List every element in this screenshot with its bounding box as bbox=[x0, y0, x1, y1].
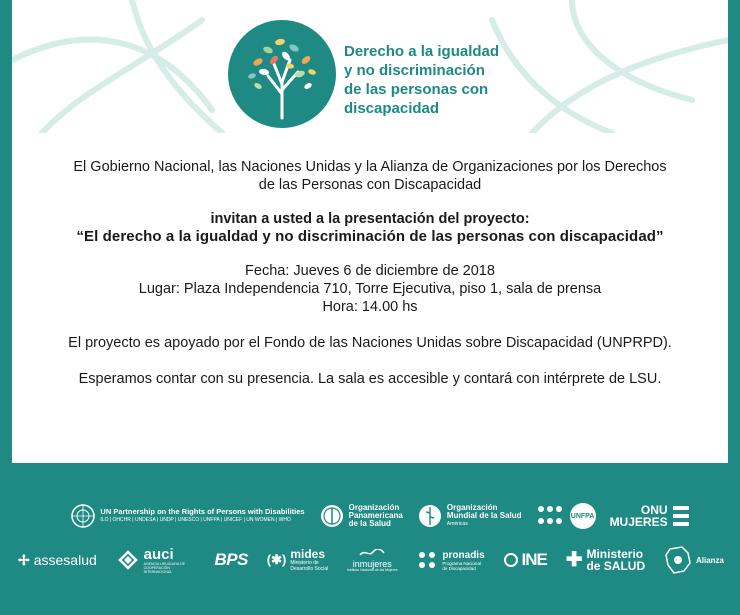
ops-line: de la Salud bbox=[348, 519, 391, 528]
event-place: Lugar: Plaza Independencia 710, Torre Ejecutiva, piso 1, sala de prensa bbox=[138, 281, 602, 297]
mides-logo bbox=[267, 548, 328, 572]
uruguay-map-icon bbox=[664, 545, 692, 575]
pronadis-sub: de Discapacidad bbox=[442, 565, 476, 571]
assesalud-plus-icon: ✢ bbox=[18, 551, 30, 568]
oms-line: Mundial de la Salud bbox=[446, 511, 522, 520]
pronadis-logo bbox=[416, 549, 484, 571]
unfpa-circle bbox=[570, 503, 596, 529]
pronadis-dots-icon bbox=[416, 549, 438, 571]
unprpd-logo bbox=[70, 503, 304, 529]
onu-mujeres-logo bbox=[610, 504, 690, 528]
unprpd-agencies: ILO | OHCHR | UNDESA | UNDP | UNESCO | UNFPA | UNICEF | UN WOMEN | WHO bbox=[100, 517, 291, 523]
intro-line: El Gobierno Nacional, las Naciones Unidas y la Alianza de Organizaciones por los Derechos bbox=[73, 159, 667, 175]
campaign-title-line: de las personas con bbox=[344, 81, 489, 98]
auci-knot-icon bbox=[116, 548, 140, 572]
bps-logo bbox=[214, 550, 247, 570]
campaign-title-line: y no discriminación bbox=[344, 62, 485, 79]
pronadis-name: pronadis bbox=[442, 549, 485, 561]
campaign-title bbox=[344, 42, 544, 118]
assesalud-name: assesalud bbox=[33, 552, 97, 568]
oms-logo bbox=[417, 503, 522, 529]
unfpa-label: UNFPA bbox=[570, 512, 595, 520]
paho-emblem-icon bbox=[319, 503, 345, 529]
oms-line: Américas bbox=[446, 521, 468, 527]
invite-paragraph bbox=[12, 210, 728, 246]
msp-line: de SALUD bbox=[586, 559, 646, 573]
invite-line: invitan a usted a la presentación del proyecto: bbox=[210, 211, 530, 227]
tree-logo bbox=[228, 20, 336, 128]
closing-paragraph: Esperamos contar con su presencia. La sala es accesible y contará con intérprete de LSU. bbox=[78, 371, 662, 387]
ops-line: Panamericana bbox=[348, 511, 403, 520]
mides-sub: Ministerio de bbox=[290, 560, 319, 566]
partner-logos-row-2 bbox=[0, 543, 740, 577]
partner-logos-row-1 bbox=[0, 499, 740, 533]
oms-line: Organización bbox=[446, 503, 498, 512]
bps-name: BPS bbox=[214, 550, 248, 569]
alianza-name: Alianza bbox=[695, 555, 724, 565]
ine-circle-icon bbox=[504, 552, 518, 568]
unprpd-name: UN Partnership on the Rights of Persons with Disabilities bbox=[100, 507, 305, 516]
inmujeres-wave-icon bbox=[359, 549, 385, 557]
auci-sub: AGENCIA URUGUAYA DE COOPERACIÓN INTERNACIONAL bbox=[143, 561, 186, 574]
auci-name: auci bbox=[143, 545, 174, 563]
msp-line: Ministerio bbox=[586, 547, 644, 561]
auci-logo bbox=[116, 547, 196, 574]
campaign-title-line: discapacidad bbox=[344, 100, 440, 117]
inmujeres-name: inmujeres bbox=[352, 558, 392, 569]
ine-name: INE bbox=[521, 550, 547, 569]
msp-cross-icon: ✚ bbox=[565, 549, 583, 571]
onu-mujeres-line: ONU bbox=[640, 503, 668, 517]
who-emblem-icon bbox=[417, 503, 443, 529]
ops-line: Organización bbox=[348, 503, 400, 512]
intro-paragraph bbox=[12, 158, 728, 194]
pronadis-sub: Programa Nacional bbox=[442, 560, 481, 566]
mides-name: mides bbox=[290, 547, 326, 561]
onu-mujeres-line: MUJERES bbox=[609, 515, 668, 529]
mides-star-icon: (✱) bbox=[266, 552, 287, 567]
partners-footer bbox=[0, 463, 740, 615]
project-title: “El derecho a la igualdad y no discriminación de las personas con discapacidad” bbox=[76, 228, 664, 245]
undp-dots-icon bbox=[536, 503, 566, 529]
invitation-body bbox=[12, 158, 728, 388]
alianza-logo bbox=[664, 545, 724, 575]
tree-icon bbox=[228, 20, 336, 128]
assesalud-logo bbox=[18, 552, 97, 569]
support-paragraph: El proyecto es apoyado por el Fondo de las Naciones Unidas sobre Discapacidad (UNPRPD). bbox=[68, 335, 672, 351]
intro-line: de las Personas con Discapacidad bbox=[258, 177, 482, 193]
event-time: Hora: 14.00 hs bbox=[322, 299, 418, 315]
ops-logo bbox=[319, 503, 403, 529]
campaign-title-line: Derecho a la igualdad bbox=[344, 43, 500, 60]
inmujeres-sub: Instituto Nacional de las Mujeres bbox=[346, 567, 398, 572]
inmujeres-logo bbox=[347, 549, 398, 572]
msp-logo bbox=[566, 548, 645, 572]
event-details bbox=[12, 262, 728, 316]
event-date: Fecha: Jueves 6 de diciembre de 2018 bbox=[245, 263, 495, 279]
unfpa-logo bbox=[536, 503, 596, 529]
un-women-bars-icon bbox=[672, 504, 690, 528]
mides-sub: Desarrollo Social bbox=[290, 566, 329, 572]
un-emblem-icon bbox=[70, 503, 96, 529]
ine-logo bbox=[504, 550, 547, 570]
